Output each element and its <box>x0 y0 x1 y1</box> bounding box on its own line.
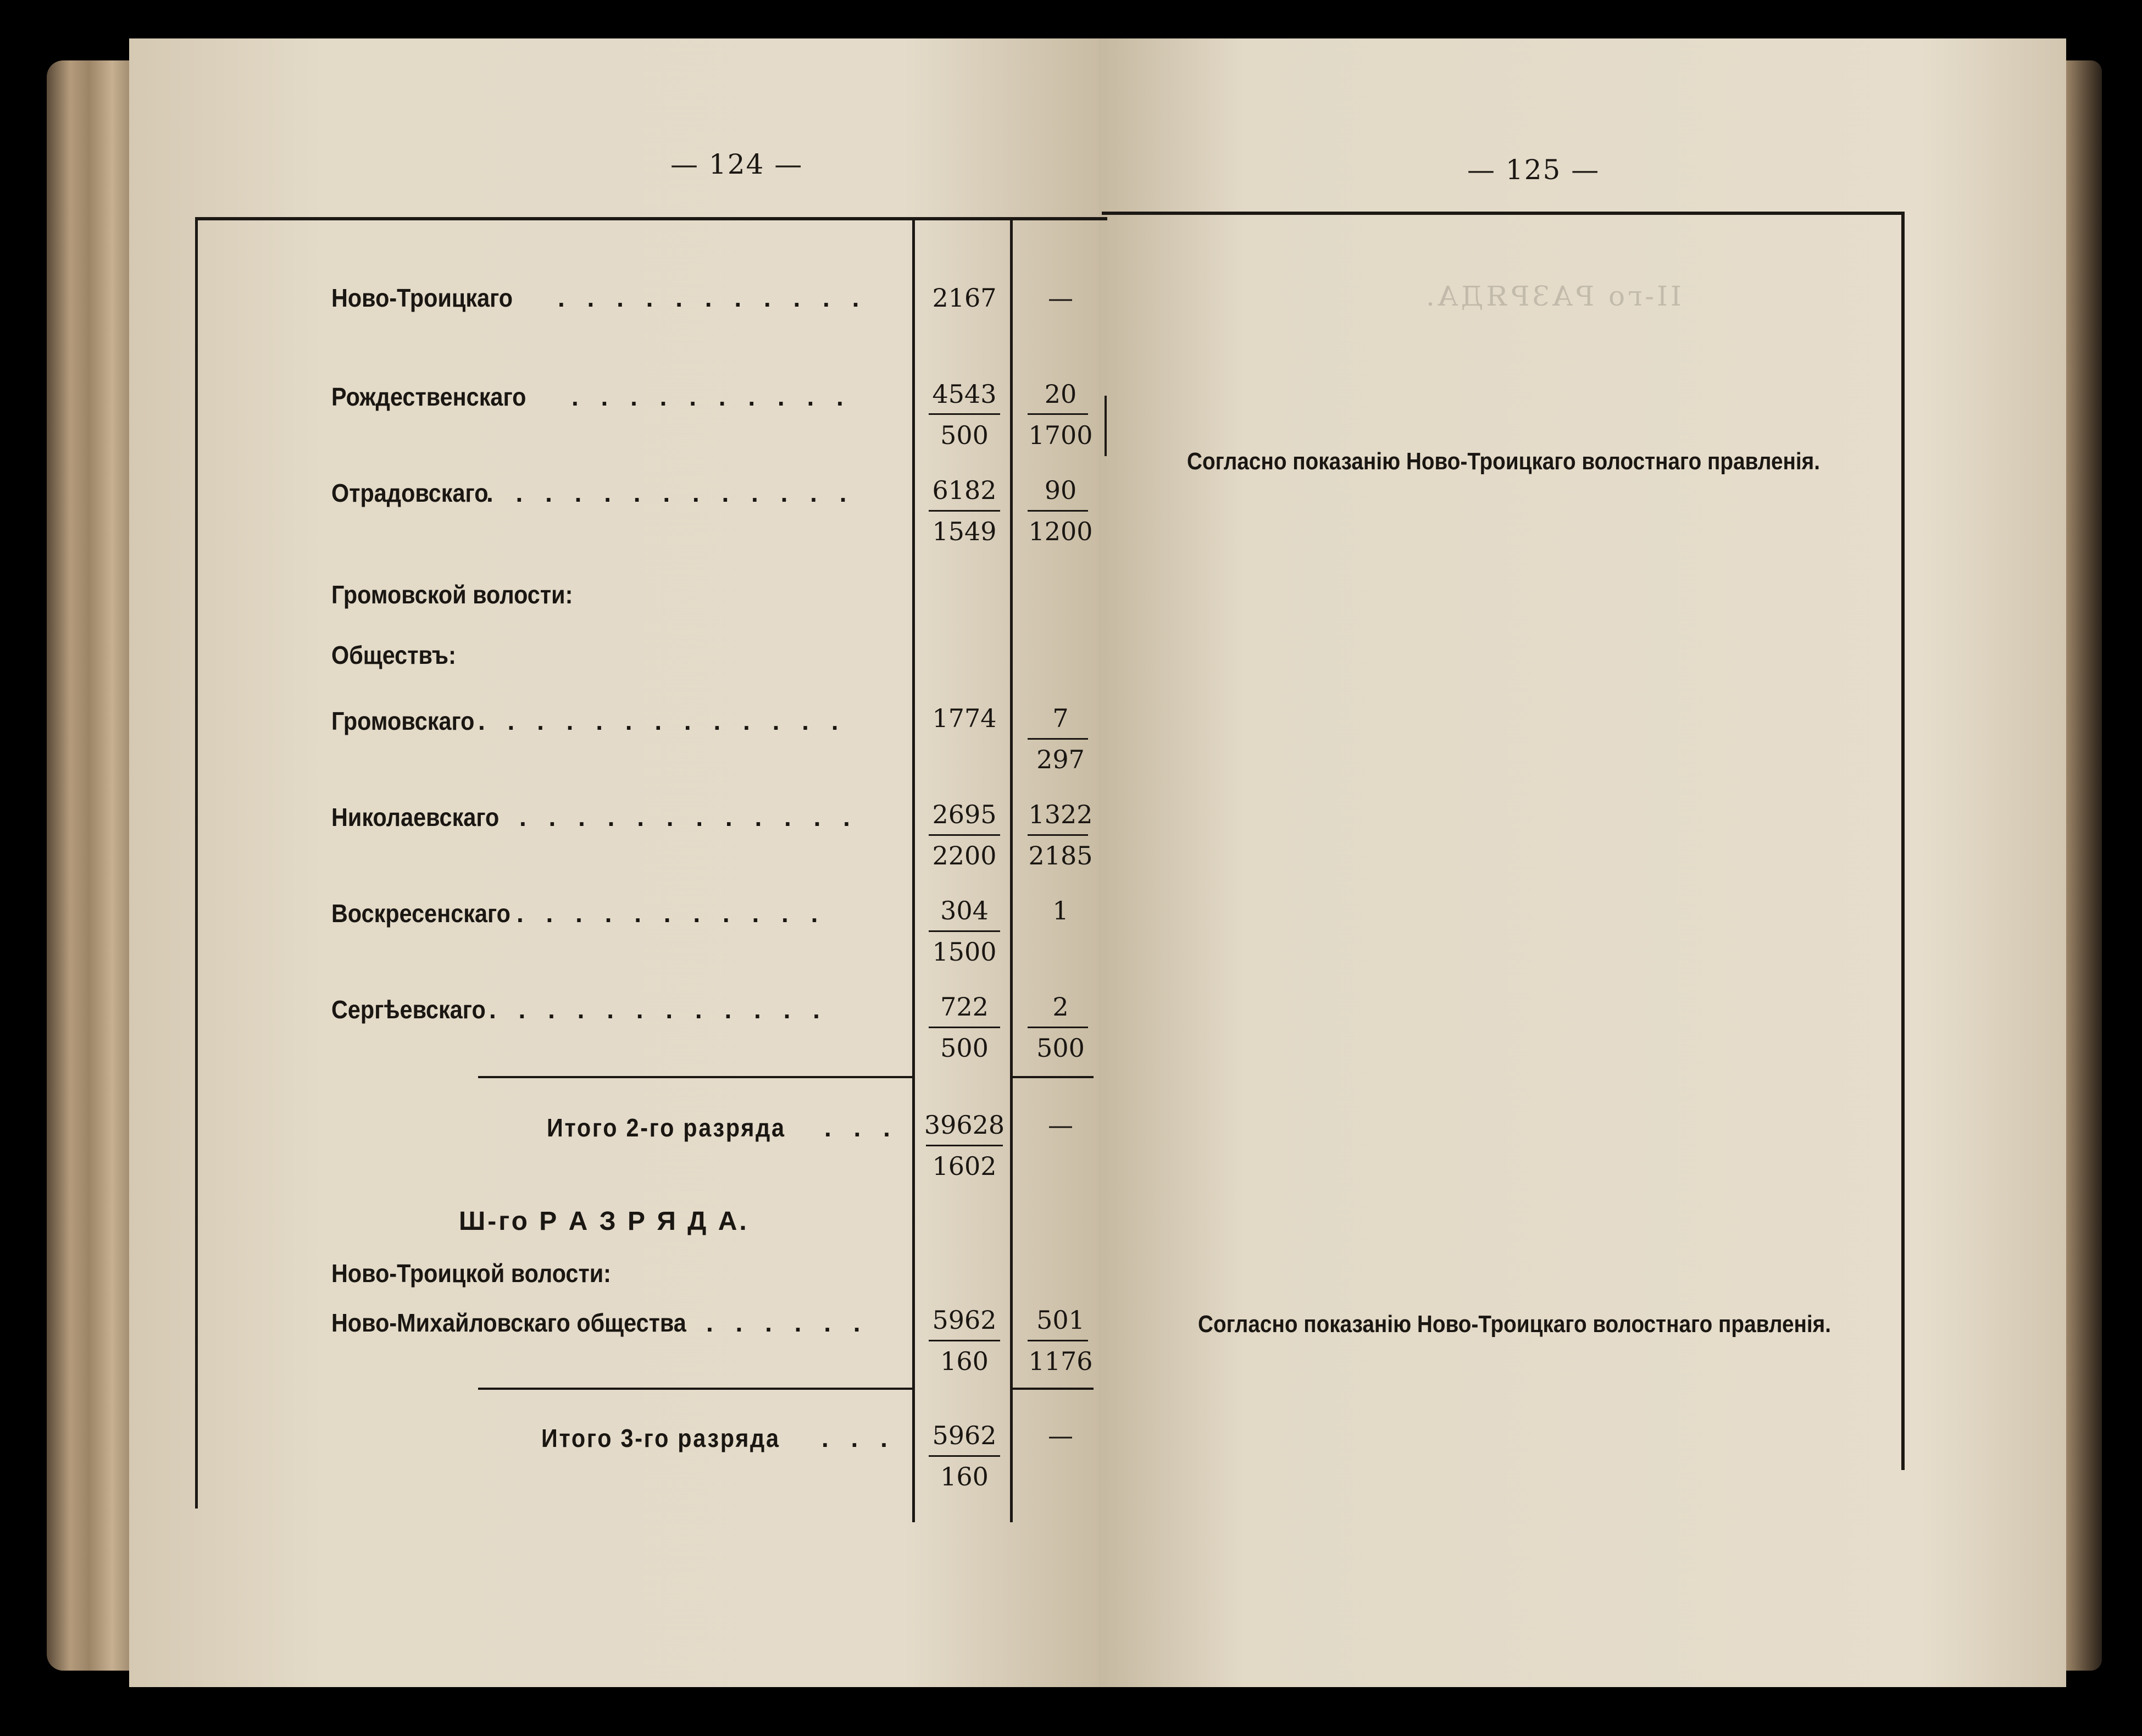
row-label: Ново-Троицкаго <box>331 284 513 312</box>
right-table-top-rule <box>1102 212 1904 215</box>
cell-value: 2185 <box>1028 841 1093 870</box>
cell-value: 500 <box>940 1033 989 1063</box>
row-label: Ново-Михайловскаго общества <box>331 1308 686 1337</box>
cell-value: 4543 <box>932 379 997 409</box>
fraction-line <box>1028 1027 1088 1028</box>
cell-value: 1500 <box>932 937 997 967</box>
leader-dots: . . . . . . . . . . . <box>517 899 826 928</box>
leader-dots: . . . <box>822 1424 895 1452</box>
cell-value: 2695 <box>932 800 997 829</box>
fraction-line <box>1028 413 1088 415</box>
section-heading: Обществъ: <box>331 641 456 669</box>
table-top-rule <box>195 217 1107 220</box>
row-label: Воскресенскаго <box>331 899 510 928</box>
cell-value: 501 <box>1036 1305 1085 1335</box>
total-value: 160 <box>940 1462 989 1491</box>
cell-value: 297 <box>1036 745 1085 774</box>
cell-value: 1774 <box>932 703 997 733</box>
cell-value: 1200 <box>1028 517 1093 546</box>
leader-dots: . . . . . . <box>706 1308 868 1337</box>
note-text: Согласно показанію Ново-Троицкаго волостнаго правленія. <box>1187 448 1821 475</box>
cell-value: 6182 <box>932 475 997 505</box>
leader-dots: . . . . . . . . . . . <box>558 284 867 312</box>
bleed-through-text: II-го РАЗРЯДА. <box>1423 280 1682 312</box>
page-number-124: — 124 — <box>670 148 803 180</box>
section-heading: Ш-го Р А З Р Я Д А. <box>459 1207 749 1236</box>
row-label: Громовскаго <box>331 707 475 735</box>
cell-value: 2167 <box>932 283 997 313</box>
fraction-line <box>929 413 1000 415</box>
total-value: — <box>1048 1421 1073 1450</box>
cell-value: 7 <box>1052 703 1069 733</box>
section-heading: Громовской волости: <box>331 580 573 609</box>
row-label: Отрадовскаго <box>331 479 489 507</box>
total-value: 5962 <box>932 1421 997 1450</box>
fraction-line <box>929 1027 1000 1028</box>
leader-dots: . . . <box>824 1113 898 1142</box>
subtotal-rule <box>1011 1388 1094 1390</box>
cell-value: — <box>1048 283 1073 313</box>
total-value: 39628 <box>924 1110 1005 1140</box>
right-table-right-border <box>1901 212 1905 1470</box>
column-divider-2 <box>1010 220 1013 1522</box>
page-edges-left <box>47 60 140 1671</box>
cell-value: 2 <box>1052 992 1069 1022</box>
cell-value: 1700 <box>1028 420 1093 450</box>
cell-value: 500 <box>940 420 989 450</box>
right-page <box>1099 38 2066 1687</box>
fraction-line <box>1028 834 1088 836</box>
cell-value: 160 <box>940 1346 989 1376</box>
cell-value: 5962 <box>932 1305 997 1335</box>
fraction-line <box>926 1145 1003 1146</box>
cell-value: 20 <box>1044 379 1077 409</box>
fraction-line <box>929 1340 1000 1341</box>
right-bracket-line <box>1105 396 1107 456</box>
fraction-line <box>929 510 1000 512</box>
total-value: — <box>1048 1110 1073 1140</box>
cell-value: 90 <box>1044 475 1077 505</box>
leader-dots: . . . . . . . . . . . . . <box>478 707 846 735</box>
total-label: Итого 3-го разряда <box>541 1424 780 1452</box>
subtotal-rule <box>478 1388 912 1390</box>
total-value: 1602 <box>932 1151 997 1181</box>
fraction-line <box>929 1455 1000 1457</box>
cell-value: 2200 <box>932 841 997 870</box>
note-text: Согласно показанію Ново-Троицкаго волостнаго правленія. <box>1198 1311 1832 1338</box>
total-label: Итого 2-го разряда <box>547 1113 786 1142</box>
page-edges-right <box>2063 60 2102 1671</box>
page-number-125: — 125 — <box>1467 154 1600 186</box>
cell-value: 304 <box>940 896 989 925</box>
leader-dots: . . . . . . . . . . . . <box>489 995 828 1024</box>
leader-dots: . . . . . . . . . . . . . <box>486 479 854 507</box>
cell-value: 1176 <box>1028 1346 1093 1376</box>
fraction-line <box>929 930 1000 932</box>
row-label: Николаевскаго <box>331 803 500 831</box>
table-left-border <box>195 217 198 1508</box>
cell-value: 1322 <box>1028 800 1093 829</box>
subtotal-rule <box>478 1076 912 1078</box>
column-divider-1 <box>912 220 915 1522</box>
cell-value: 722 <box>940 992 989 1022</box>
cell-value: 1549 <box>932 517 997 546</box>
section-heading: Ново-Троицкой волости: <box>331 1259 611 1288</box>
fraction-line <box>1028 1340 1088 1341</box>
leader-dots: . . . . . . . . . . . . <box>519 803 858 831</box>
cell-value: 1 <box>1052 896 1069 925</box>
cell-value: 500 <box>1036 1033 1085 1063</box>
row-label: Сергѣевскаго <box>331 995 486 1024</box>
leader-dots: . . . . . . . . . . <box>571 382 851 411</box>
fraction-line <box>1028 738 1088 740</box>
fraction-line <box>929 834 1000 836</box>
fraction-line <box>1028 510 1088 512</box>
row-label: Рождественскаго <box>331 382 526 411</box>
subtotal-rule <box>1011 1076 1094 1078</box>
